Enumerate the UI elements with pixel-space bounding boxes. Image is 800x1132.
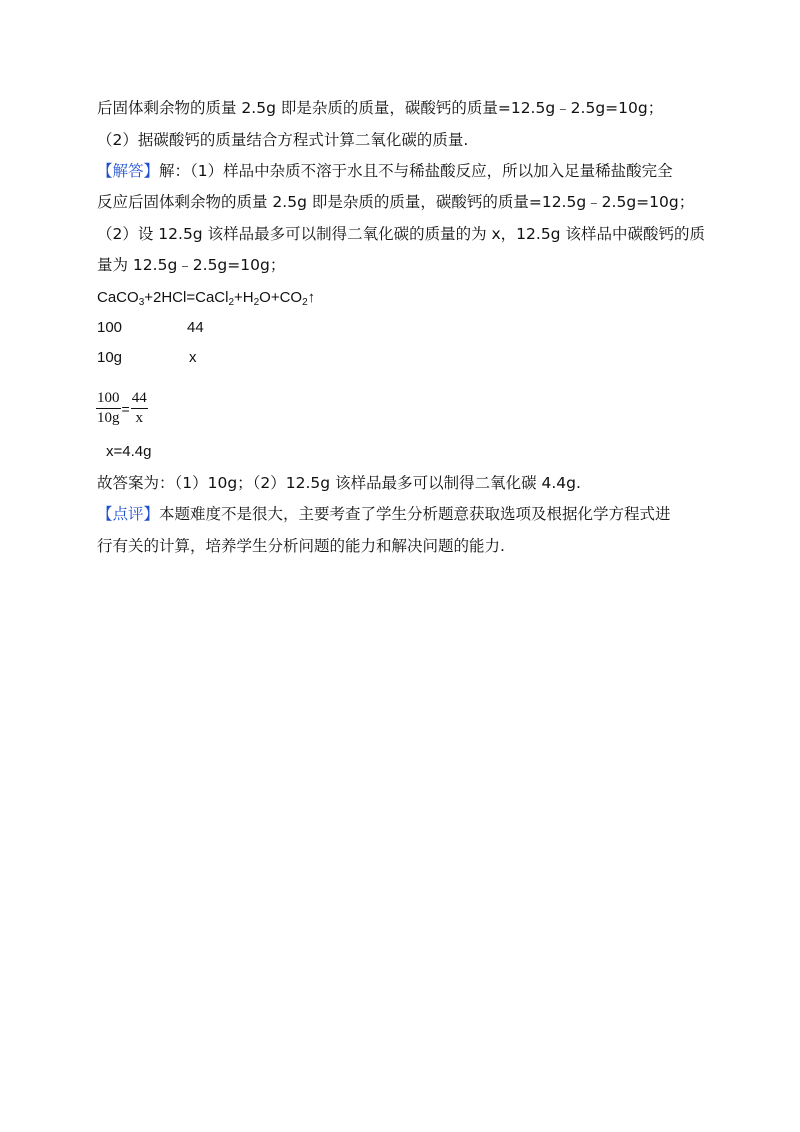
- line-1: 后固体剩余物的质量 2.5g 即是杂质的质量，碳酸钙的质量=12.5g﹣2.5g=10g；: [97, 99, 664, 117]
- ratio-row-1-right: 44: [187, 319, 204, 336]
- eq-sub-3: 2: [253, 297, 260, 308]
- line-14: 行有关的计算，培养学生分析问题的能力和解决问题的能力.: [97, 537, 505, 555]
- eq-part-4: O+CO: [259, 289, 303, 306]
- ratio-row-2-left: 10g: [97, 349, 123, 366]
- proportion-fraction: [96, 390, 148, 427]
- fraction-left-numerator: 100: [96, 390, 121, 409]
- ratio-row-2-right: x: [189, 349, 197, 366]
- eq-sub-1: 3: [138, 297, 145, 308]
- eq-part-1: CaCO: [97, 289, 139, 306]
- comment-line: [97, 504, 671, 524]
- eq-sub-4: 2: [302, 297, 308, 308]
- fraction-right-denominator: x: [135, 410, 143, 426]
- eq-sub-2: 2: [228, 297, 235, 308]
- chemical-equation: [97, 288, 315, 308]
- line-2: （2）据碳酸钙的质量结合方程式计算二氧化碳的质量.: [97, 131, 469, 149]
- comment-tag: 【点评】: [97, 505, 160, 523]
- answer-text: 解：（1）样品中杂质不溶于水且不与稀盐酸反应，所以加入足量稀盐酸完全: [159, 162, 673, 180]
- line-6: 量为 12.5g﹣2.5g=10g；: [97, 256, 286, 274]
- fraction-right: [131, 390, 148, 427]
- line-5: （2）设 12.5g 该样品最多可以制得二氧化碳的质量的为 x，12.5g 该样品中碳酸钙的质: [97, 225, 705, 243]
- eq-part-5: ↑: [307, 289, 316, 306]
- answer-line: [97, 161, 673, 181]
- fraction-equals: =: [121, 400, 130, 417]
- ratio-row-1-left: 100: [97, 319, 123, 336]
- line-4: 反应后固体剩余物的质量 2.5g 即是杂质的质量，碳酸钙的质量=12.5g﹣2.5g=10g；: [97, 193, 695, 211]
- answer-tag: 【解答】: [97, 162, 160, 180]
- final-answer-line: 故答案为：（1）10g；（2）12.5g 该样品最多可以制得二氧化碳 4.4g.: [97, 474, 581, 492]
- fraction-left: [96, 390, 121, 427]
- fraction-right-numerator: 44: [131, 390, 148, 409]
- result-line: x=4.4g: [106, 443, 152, 460]
- comment-text: 本题难度不是很大，主要考查了学生分析题意获取选项及根据化学方程式进: [159, 505, 671, 523]
- eq-part-3: +H: [234, 289, 254, 306]
- eq-part-2: +2HCl=CaCl: [144, 289, 229, 306]
- fraction-left-denominator: 10g: [97, 410, 120, 426]
